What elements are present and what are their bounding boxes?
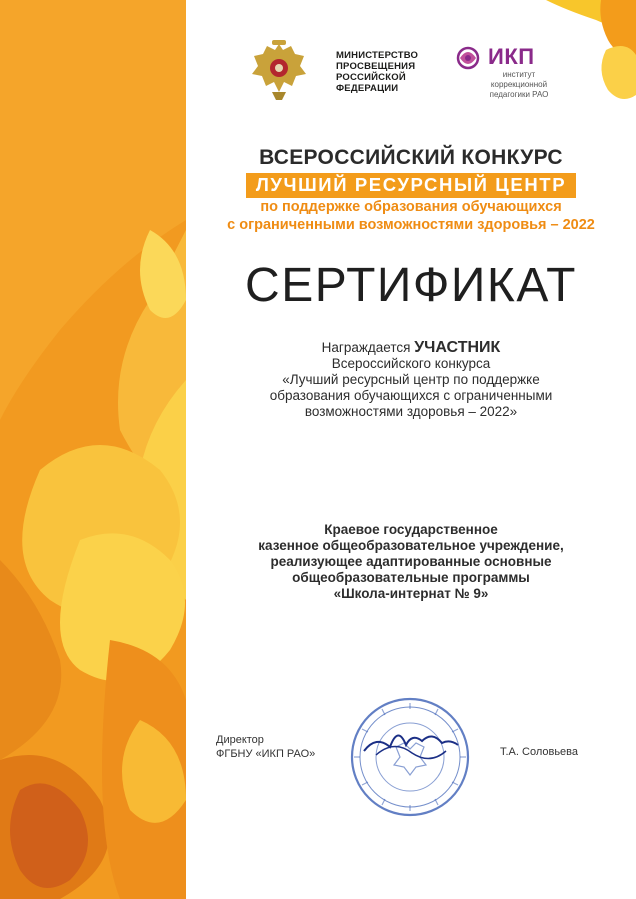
award-line: образования обучающихся с ограниченными	[269, 388, 553, 403]
organization-line: казенное общеобразовательное учреждение,	[258, 538, 564, 553]
award-line: Всероссийского конкурса	[331, 356, 491, 371]
ikp-logo	[454, 46, 574, 102]
ministry-name	[336, 50, 436, 94]
ikp-subtitle-line: коррекционной	[490, 80, 548, 89]
contest-subtitle: по поддержке образования обучающихся	[260, 199, 562, 215]
ikp-title: ИКП	[488, 44, 535, 69]
signer-position	[216, 733, 315, 761]
ministry-name-line: ФЕДЕРАЦИИ	[336, 83, 399, 94]
ikp-subtitle-line: педагогики РАО	[489, 90, 549, 99]
contest-name-banner: ЛУЧШИЙ РЕСУРСНЫЙ ЦЕНТР	[246, 173, 576, 198]
double-headed-eagle-emblem-icon	[248, 38, 310, 102]
organization-line: реализующее адаптированные основные	[270, 554, 552, 569]
award-line	[196, 340, 626, 356]
contest-heading: ВСЕРОССИЙСКИЙ КОНКУРС	[259, 146, 563, 169]
ikp-subtitle-line: институт	[502, 70, 536, 79]
awarded-label: Награждается	[321, 340, 411, 355]
award-role: УЧАСТНИК	[414, 339, 501, 356]
signer-position-line: Директор	[216, 734, 264, 746]
ministry-name-line: МИНИСТЕРСТВО	[336, 50, 419, 61]
organization-line: «Школа-интернат № 9»	[333, 586, 489, 601]
decorative-left-band	[0, 0, 186, 899]
round-stamp-with-signature-icon	[346, 695, 474, 819]
recipient-organization	[196, 522, 626, 602]
certificate-title: СЕРТИФИКАТ	[245, 259, 577, 312]
organization-line: Краевое государственное	[324, 522, 498, 537]
award-line: «Лучший ресурсный центр по поддержке	[282, 372, 540, 387]
signer-position-line: ФГБНУ «ИКП РАО»	[216, 748, 316, 760]
signer-name: Т.А. Соловьева	[500, 746, 579, 758]
header-logos	[240, 38, 580, 108]
ikp-subtitle	[474, 70, 564, 100]
contest-title-block	[186, 146, 636, 234]
contest-subtitle: с ограниченными возможностями здоровья – 2022	[227, 217, 595, 233]
ministry-name-line: ПРОСВЕЩЕНИЯ	[336, 61, 416, 72]
award-line: возможностями здоровья – 2022»	[304, 404, 518, 419]
award-text	[196, 340, 626, 420]
organization-line: общеобразовательные программы	[292, 570, 530, 585]
ministry-name-line: РОССИЙСКОЙ	[336, 72, 406, 83]
ministry-logo	[248, 38, 428, 104]
